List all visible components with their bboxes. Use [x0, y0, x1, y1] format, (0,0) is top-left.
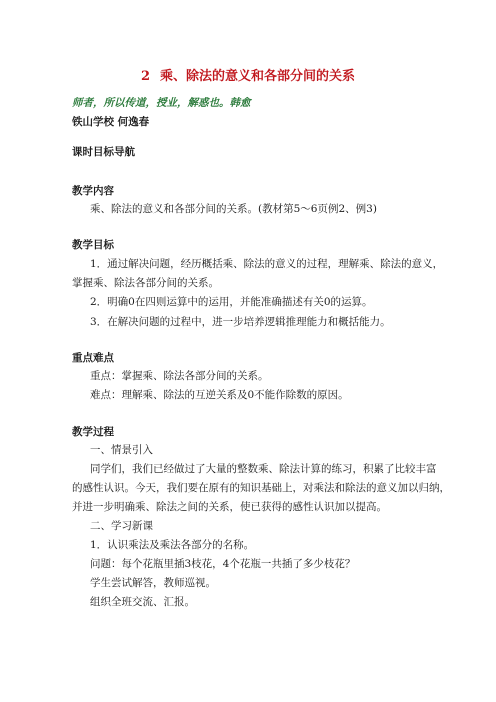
intro-paragraph-line-1: 同学们，我们已经做过了大量的整数乘、除法计算的练习，积累了比较丰富: [90, 463, 437, 475]
content-heading: 教学内容: [72, 185, 114, 197]
sub-item-1: 1．认识乘法及乘法各部分的名称。: [90, 539, 255, 551]
author-line: 铁山学校 何逸春: [72, 116, 150, 128]
lesson-number: 2: [140, 69, 151, 84]
intro-paragraph-line-3: 并进一步明确乘、除法之间的关系，使已获得的感性认识加以提高。: [72, 501, 387, 513]
step-attempt: 学生尝试解答，教师巡视。: [90, 577, 216, 589]
motto-quote: 师者，所以传道，授业，解惑也。韩愈: [72, 97, 251, 109]
section-new-lesson: 二、学习新课: [90, 520, 153, 532]
question-text: 问题：每个花瓶里插3枝花，4个花瓶一共插了多少枝花？: [90, 558, 356, 570]
goal-item-2: 2．明确0在四则运算中的运用，并能准确描述有关0的运算。: [90, 296, 373, 308]
key-point: 重点：掌握乘、除法各部分间的关系。: [90, 370, 269, 382]
difficult-point: 难点：理解乘、除法的互逆关系及0不能作除数的原因。: [90, 389, 349, 401]
process-heading: 教学过程: [72, 426, 114, 438]
step-report: 组织全班交流、汇报。: [90, 596, 195, 608]
goal-item-1-line-1: 1．通过解决问题，经历概括乘、除法的意义的过程，理解乘、除法的意义，: [90, 258, 444, 270]
intro-paragraph-line-2: 的感性认识。今天，我们要在原有的知识基础上，对乘法和除法的意义加以归纳，: [72, 482, 450, 494]
nav-heading: 课时目标导航: [72, 146, 135, 158]
goals-heading: 教学目标: [72, 239, 114, 251]
goal-item-3: 3．在解决问题的过程中，进一步培养逻辑推理能力和概括能力。: [90, 316, 391, 328]
key-points-heading: 重点难点: [72, 352, 114, 364]
lesson-title-text: 乘、除法的意义和各部分间的关系: [160, 69, 356, 84]
content-text: 乘、除法的意义和各部分间的关系。(教材第5～6页例2、例3): [90, 203, 377, 215]
lesson-title: [0, 65, 496, 84]
goal-item-1-line-2: 掌握乘、除法各部分间的关系。: [72, 277, 219, 289]
section-intro: 一、情景引入: [90, 444, 153, 456]
